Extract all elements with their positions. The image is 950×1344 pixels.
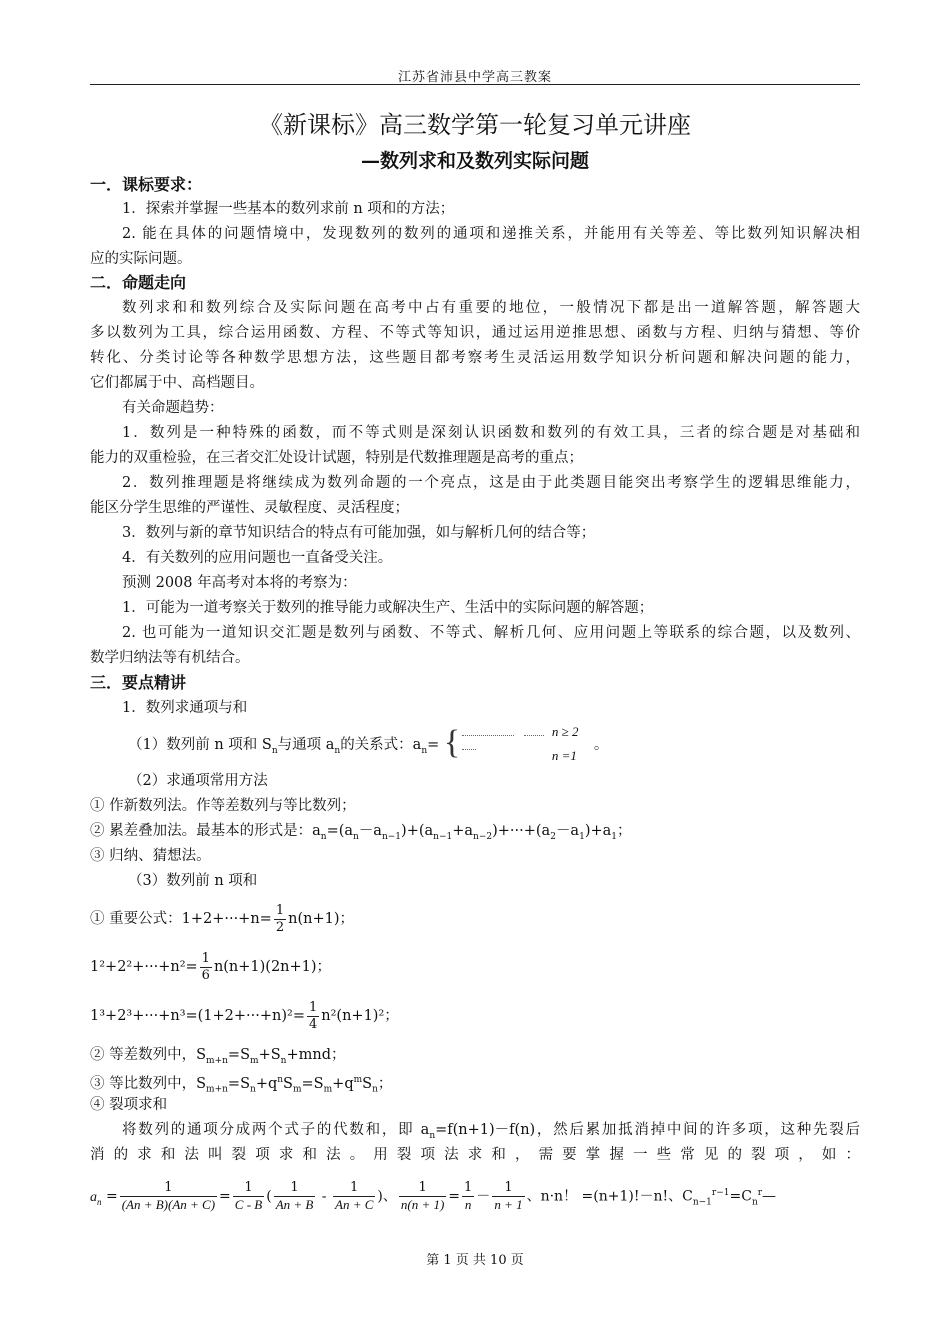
section-heading-2: 二．命题走向 <box>90 273 187 292</box>
paragraph: ③ 归纳、猜想法。 <box>90 848 211 864</box>
paragraph: 3．数列与新的章节知识结合的特点有可能加强，如与解析几何的结合等； <box>122 525 596 541</box>
paragraph: 2. 也可能为一道知识交汇题是数列与函数、不等式、解析几何、应用问题上等联系的综合题，以及数列、 <box>122 625 860 641</box>
page-subtitle: —数列求和及数列实际问题 <box>360 150 589 172</box>
brace-glyph: { <box>443 724 461 761</box>
paragraph: 4．有关数列的应用问题也一直备受关注。 <box>122 550 393 566</box>
paragraph: 1．探索并掌握一些基本的数列求前 n 项和的方法； <box>122 201 455 217</box>
paragraph: ① 作新数列法。作等差数列与等比数列； <box>90 798 356 814</box>
paragraph: 消的求和法叫裂项求和法。用裂项法求和，需要掌握一些常见的裂项，如： <box>90 1147 860 1163</box>
paragraph: 数列求和和数列综合及实际问题在高考中占有重要的地位，一般情况下都是出一道解答题，解答题大 <box>122 300 860 316</box>
formula-geo-sum: ③ 等比数列中，$S_{m+n}=S_n+q^nS_m=S_m+q^mS_n$； <box>90 1075 393 1095</box>
paragraph: 转化、分类讨论等各种数学思想方法，这些题目都考察考生灵活运用数学知识分析问题和解决问题的能力， <box>90 350 860 366</box>
section-heading-1: 一．课标要求： <box>90 175 203 194</box>
page-footer: 第 1 页 共 10 页 <box>426 1253 524 1268</box>
formula-telescoping: ② 累差叠加法。最基本的形式是：$a_n=(a_n-a_{n-1})+(a_{n-1}+a_{n-2})+\cdot\cdot\cdot+(a_2-a_1)+a_1$； <box>90 823 632 842</box>
paragraph: （3）数列前 n 项和 <box>128 873 258 889</box>
paragraph: 预测 2008 年高考对本将的考察为： <box>122 575 357 591</box>
formula-sum-n: ① 重要公式：1+2+···+n= $\frac{1}{2}$ n(n+1)； <box>90 902 354 935</box>
page-title: 《新课标》高三数学第一轮复习单元讲座 <box>259 111 691 139</box>
paragraph: 2．数列推理题是将继续成为数列命题的一个亮点，这是由于此类题目能突出考察学生的逻辑思维能力， <box>122 475 860 491</box>
paragraph: 2. 能在具体的问题情境中，发现数列的数列的通项和递推关系，并能用有关等差、等比数列知识解决相 <box>122 226 860 242</box>
paragraph: ④ 裂项求和 <box>90 1097 168 1113</box>
paragraph: 能区分学生思维的严谨性、灵敏程度、灵活程度； <box>90 500 409 516</box>
fraction-1-6: $\frac{1}{6}$ <box>201 950 210 983</box>
condition-n-ge-2: n ≥ 2 <box>551 724 579 739</box>
paragraph: 数学归纳法等有机结合。 <box>90 650 250 666</box>
piecewise-formula <box>444 723 594 767</box>
paragraph: 1．可能为一道考察关于数列的推导能力或解决生产、生活中的实际问题的解答题； <box>122 600 654 616</box>
formula-arith-sum: ② 等差数列中，$S_{m+n}=S_m+S_n+mnd$； <box>90 1047 346 1066</box>
paragraph: 多以数列为工具，综合运用函数、方程、不等式等知识，通过运用逆推思想、函数与方程、归纳与猜想、等价 <box>90 325 860 341</box>
page-header: 江苏省沛县中学高三教案 <box>397 70 552 85</box>
paragraph: 能力的双重检验，在三者交汇处设计试题，特别是代数推理题是高考的重点； <box>90 450 583 466</box>
paragraph: 将数列的通项分成两个式子的代数和，即 $a_n=f(n+1)-f(n)$，然后累加抵消掉中间的许多项，这种先裂后 <box>122 1122 860 1141</box>
paragraph: 有关命题趋势： <box>122 400 224 416</box>
paragraph: 1．数列求通项与和 <box>122 700 248 716</box>
paragraph: （2）求通项常用方法 <box>128 773 268 789</box>
section-heading-3: 三．要点精讲 <box>90 673 187 692</box>
paragraph: 它们都属于中、高档题目。 <box>90 375 264 391</box>
paragraph: 应的实际问题。 <box>90 251 192 267</box>
formula-sn-an: （1）数列前 n 项和 $S_n$与通项 $a_n$的关系式：$a_n=$ { n ≥ 2 n =1 。 <box>128 722 608 768</box>
formula-sum-cubes: 1³+2³+···+n³=(1+2+···+n)²= $\frac{1}{4}$ n²(n+1)²； <box>90 999 399 1032</box>
paragraph: 1．数列是一种特殊的函数，而不等式则是深刻认识函数和数列的有效工具，三者的综合题是对基础和 <box>122 425 860 441</box>
fraction-1-2: $\frac{1}{2}$ <box>275 902 285 935</box>
condition-n-eq-1: n =1 <box>551 748 577 763</box>
formula-partial-fractions: $a_n$ = $\frac{1}{(An + B)(An + C)}$ = $\frac{1}{C - B}$ ( $\frac{1}{An + B}$ - $\frac{1}{An + C}$ )、 $\frac{1}{n(n + 1)}$ = $\frac{1}{n}$ － $\frac{1}{n + 1}$ 、n·n！ =(n+1)!－n!、$C_{n-1}^{r-1}=C_n^r—$ <box>90 1179 777 1212</box>
header-rule <box>90 84 860 85</box>
formula-sum-squares: 1²+2²+···+n²= $\frac{1}{6}$ n(n+1)(2n+1)； <box>90 950 332 983</box>
fraction-1-4: $\frac{1}{4}$ <box>309 999 318 1032</box>
